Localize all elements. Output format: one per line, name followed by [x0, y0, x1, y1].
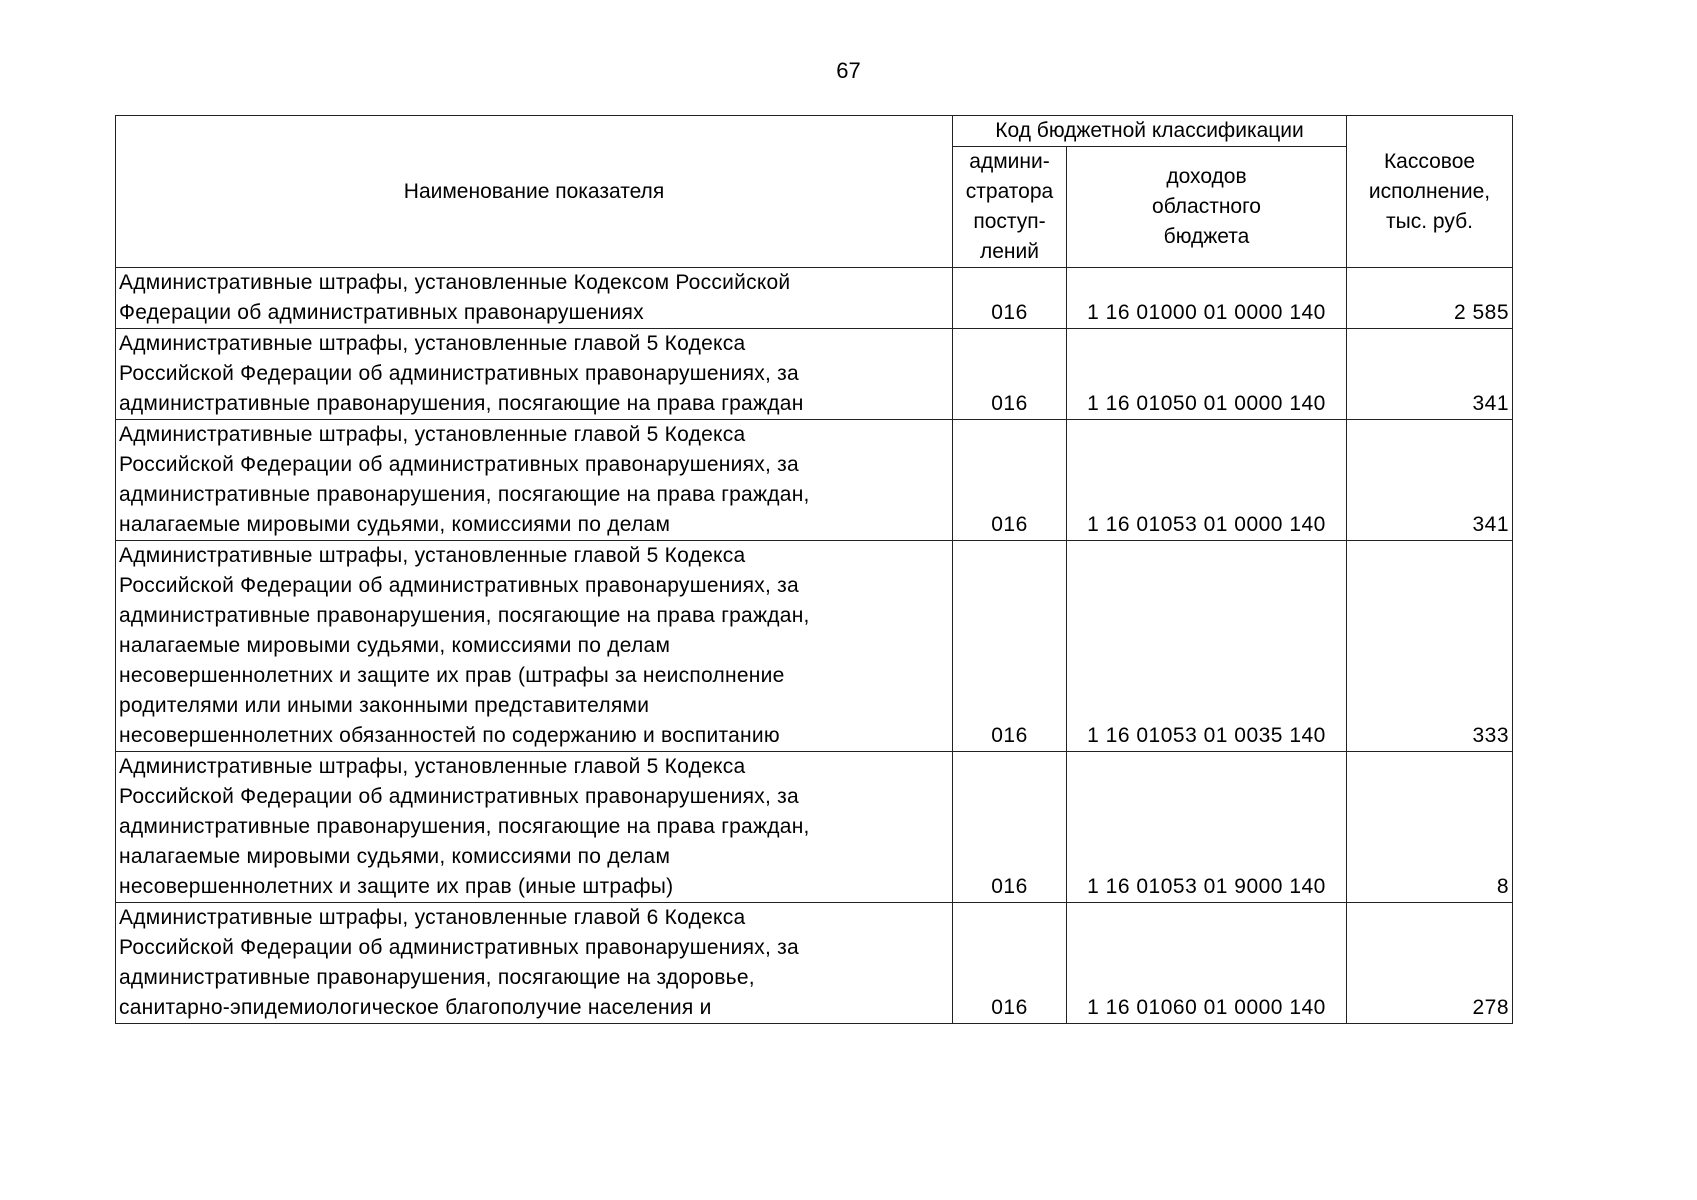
row-name-line: Российской Федерации об административных правонарушениях, за: [119, 785, 799, 808]
header-admin-line: лений: [980, 240, 1039, 263]
row-admin-code: 016: [953, 752, 1067, 903]
row-admin-code: 016: [953, 329, 1067, 420]
row-name: [116, 268, 953, 329]
row-name-line: налагаемые мировыми судьями, комиссиями по делам: [119, 513, 671, 536]
header-admin: [953, 147, 1067, 268]
row-admin-code: 016: [953, 268, 1067, 329]
row-amount: 341: [1347, 420, 1513, 541]
row-name-line: несовершеннолетних и защите их прав (штрафы за неисполнение: [119, 664, 785, 687]
row-name-line: административные правонарушения, посягающие на права граждан,: [119, 815, 810, 838]
header-amount-line: тыс. руб.: [1386, 209, 1473, 233]
header-admin-line: стратора: [965, 180, 1054, 203]
header-income-line: областного: [1152, 195, 1261, 218]
row-name-line: Административные штрафы, установленные главой 5 Кодекса: [119, 423, 746, 446]
row-amount: 333: [1347, 541, 1513, 752]
row-admin-code: 016: [953, 903, 1067, 1024]
row-name-line: административные правонарушения, посягающие на права граждан: [119, 392, 804, 415]
row-name-line: административные правонарушения, посягающие на права граждан,: [119, 604, 810, 627]
header-income: [1067, 147, 1347, 268]
header-amount: [1347, 116, 1513, 268]
row-name-line: Административные штрафы, установленные главой 5 Кодекса: [119, 755, 746, 778]
header-amount-line: Кассовое: [1383, 149, 1476, 173]
page-number: 67: [836, 58, 861, 83]
row-name-line: несовершеннолетних и защите их прав (иные штрафы): [119, 875, 674, 898]
row-amount: 278: [1347, 903, 1513, 1024]
row-name: [116, 752, 953, 903]
table-row: [116, 268, 1513, 329]
header-admin-line: админи-: [969, 150, 1050, 173]
row-name-line: Российской Федерации об административных правонарушениях, за: [119, 453, 799, 476]
row-name-line: несовершеннолетних обязанностей по содержанию и воспитанию: [119, 724, 780, 747]
header-amount-line: исполнение,: [1368, 179, 1491, 203]
row-income-code: 1 16 01053 01 9000 140: [1067, 752, 1347, 903]
header-name: Наименование показателя: [116, 116, 953, 268]
table-row: [116, 752, 1513, 903]
row-name-line: санитарно-эпидемиологическое благополучие населения и: [119, 996, 712, 1019]
row-name-line: Административные штрафы, установленные главой 6 Кодекса: [119, 906, 746, 929]
table-row: [116, 541, 1513, 752]
row-name-line: Российской Федерации об административных правонарушениях, за: [119, 362, 799, 385]
header-income-line: доходов: [1166, 165, 1247, 188]
row-admin-code: 016: [953, 420, 1067, 541]
row-income-code: 1 16 01000 01 0000 140: [1067, 268, 1347, 329]
row-name: [116, 903, 953, 1024]
header-income-line: бюджета: [1163, 225, 1250, 248]
row-name: [116, 329, 953, 420]
row-income-code: 1 16 01053 01 0035 140: [1067, 541, 1347, 752]
row-income-code: 1 16 01050 01 0000 140: [1067, 329, 1347, 420]
table-body: [116, 268, 1513, 1024]
row-name: [116, 420, 953, 541]
budget-table: [115, 115, 1513, 1024]
row-name-line: родителями или иными законными представителями: [119, 694, 650, 717]
row-name-line: Административные штрафы, установленные главой 5 Кодекса: [119, 332, 746, 355]
row-name-line: налагаемые мировыми судьями, комиссиями по делам: [119, 634, 671, 657]
row-name-line: административные правонарушения, посягающие на права граждан,: [119, 483, 810, 506]
row-amount: 2 585: [1347, 268, 1513, 329]
row-income-code: 1 16 01053 01 0000 140: [1067, 420, 1347, 541]
row-name: [116, 541, 953, 752]
row-name-line: Федерации об административных правонарушениях: [119, 301, 644, 324]
row-name-line: налагаемые мировыми судьями, комиссиями по делам: [119, 845, 671, 868]
row-name-line: Административные штрафы, установленные главой 5 Кодекса: [119, 544, 746, 567]
header-admin-line: поступ-: [973, 210, 1046, 233]
row-admin-code: 016: [953, 541, 1067, 752]
table-header: [116, 116, 1513, 268]
table-row: [116, 420, 1513, 541]
row-name-line: административные правонарушения, посягающие на здоровье,: [119, 966, 755, 989]
table-row: [116, 903, 1513, 1024]
row-amount: 341: [1347, 329, 1513, 420]
table-row: [116, 329, 1513, 420]
row-name-line: Российской Федерации об административных правонарушениях, за: [119, 936, 799, 959]
row-amount: 8: [1347, 752, 1513, 903]
row-income-code: 1 16 01060 01 0000 140: [1067, 903, 1347, 1024]
header-code-group: Код бюджетной классификации: [953, 116, 1347, 147]
row-name-line: Административные штрафы, установленные Кодексом Российской: [119, 271, 791, 294]
row-name-line: Российской Федерации об административных правонарушениях, за: [119, 574, 799, 597]
